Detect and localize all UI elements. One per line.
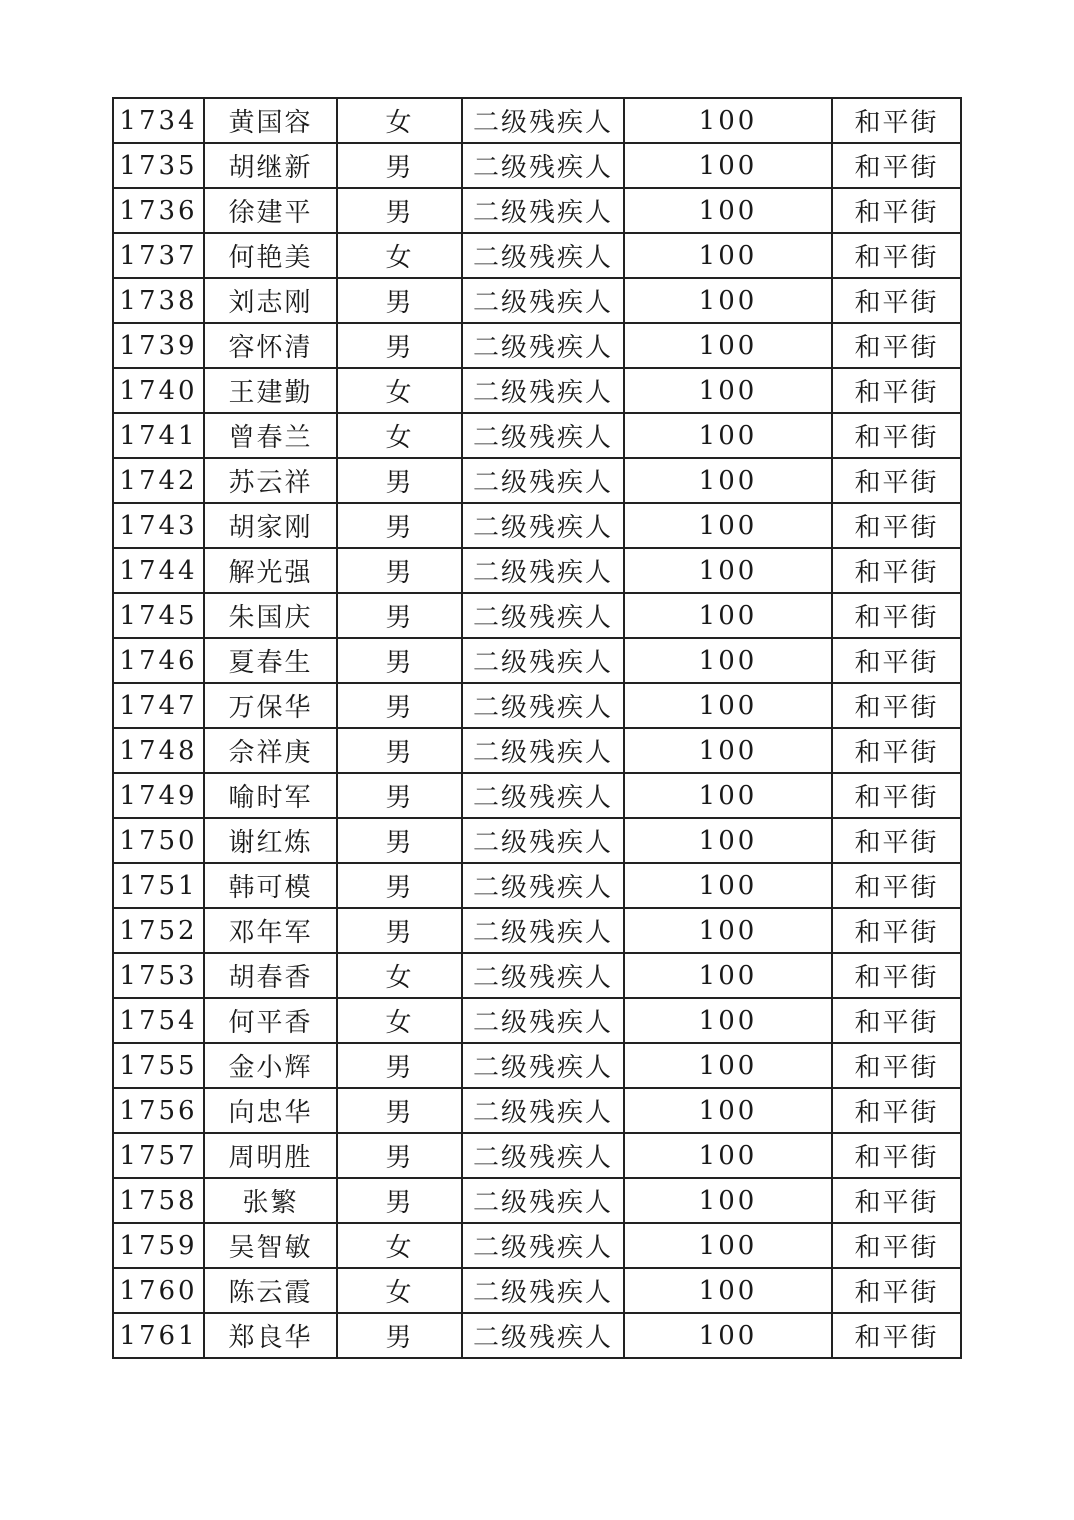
name-cell: 何平香 [204,998,337,1043]
serial-number-cell: 1744 [113,548,204,593]
street-cell: 和平街 [832,1088,961,1133]
amount-cell: 100 [624,818,832,863]
street-cell: 和平街 [832,683,961,728]
category-cell: 二级残疾人 [462,1133,624,1178]
table-row [113,1268,961,1313]
table-row [113,1133,961,1178]
gender-cell: 男 [337,278,462,323]
gender-cell: 男 [337,683,462,728]
table-row [113,593,961,638]
gender-cell: 男 [337,503,462,548]
street-cell: 和平街 [832,98,961,143]
name-cell: 刘志刚 [204,278,337,323]
table-row [113,728,961,773]
category-cell: 二级残疾人 [462,278,624,323]
category-cell: 二级残疾人 [462,1178,624,1223]
gender-cell: 男 [337,143,462,188]
table-row [113,1223,961,1268]
table-row [113,98,961,143]
serial-number-cell: 1735 [113,143,204,188]
name-cell: 郑良华 [204,1313,337,1358]
street-cell: 和平街 [832,1223,961,1268]
name-cell: 黄国容 [204,98,337,143]
table-row [113,278,961,323]
name-cell: 何艳美 [204,233,337,278]
gender-cell: 男 [337,818,462,863]
amount-cell: 100 [624,683,832,728]
gender-cell: 男 [337,593,462,638]
category-cell: 二级残疾人 [462,548,624,593]
category-cell: 二级残疾人 [462,773,624,818]
category-cell: 二级残疾人 [462,638,624,683]
serial-number-cell: 1737 [113,233,204,278]
name-cell: 万保华 [204,683,337,728]
table-row [113,413,961,458]
street-cell: 和平街 [832,278,961,323]
serial-number-cell: 1748 [113,728,204,773]
table-row [113,908,961,953]
amount-cell: 100 [624,233,832,278]
table-row [113,1043,961,1088]
serial-number-cell: 1736 [113,188,204,233]
table-row [113,503,961,548]
name-cell: 喻时军 [204,773,337,818]
category-cell: 二级残疾人 [462,368,624,413]
name-cell: 佘祥庚 [204,728,337,773]
category-cell: 二级残疾人 [462,953,624,998]
name-cell: 胡继新 [204,143,337,188]
name-cell: 朱国庆 [204,593,337,638]
street-cell: 和平街 [832,188,961,233]
name-cell: 夏春生 [204,638,337,683]
table-row [113,1178,961,1223]
gender-cell: 男 [337,1313,462,1358]
street-cell: 和平街 [832,1043,961,1088]
table-row [113,1088,961,1133]
gender-cell: 女 [337,998,462,1043]
name-cell: 苏云祥 [204,458,337,503]
table-row [113,233,961,278]
table-row [113,998,961,1043]
table-row [113,953,961,998]
name-cell: 解光强 [204,548,337,593]
table-row [113,683,961,728]
serial-number-cell: 1759 [113,1223,204,1268]
amount-cell: 100 [624,953,832,998]
gender-cell: 男 [337,863,462,908]
serial-number-cell: 1740 [113,368,204,413]
category-cell: 二级残疾人 [462,683,624,728]
street-cell: 和平街 [832,863,961,908]
category-cell: 二级残疾人 [462,728,624,773]
serial-number-cell: 1742 [113,458,204,503]
table-row [113,368,961,413]
street-cell: 和平街 [832,953,961,998]
category-cell: 二级残疾人 [462,593,624,638]
name-cell: 陈云霞 [204,1268,337,1313]
name-cell: 金小辉 [204,1043,337,1088]
serial-number-cell: 1761 [113,1313,204,1358]
table-row [113,818,961,863]
gender-cell: 男 [337,773,462,818]
amount-cell: 100 [624,1088,832,1133]
street-cell: 和平街 [832,1133,961,1178]
name-cell: 吴智敏 [204,1223,337,1268]
street-cell: 和平街 [832,323,961,368]
serial-number-cell: 1752 [113,908,204,953]
category-cell: 二级残疾人 [462,1088,624,1133]
table-row [113,458,961,503]
serial-number-cell: 1746 [113,638,204,683]
gender-cell: 男 [337,188,462,233]
amount-cell: 100 [624,548,832,593]
serial-number-cell: 1745 [113,593,204,638]
street-cell: 和平街 [832,638,961,683]
category-cell: 二级残疾人 [462,413,624,458]
name-cell: 曾春兰 [204,413,337,458]
amount-cell: 100 [624,998,832,1043]
table-row [113,323,961,368]
amount-cell: 100 [624,638,832,683]
gender-cell: 女 [337,1223,462,1268]
name-cell: 王建勤 [204,368,337,413]
name-cell: 容怀清 [204,323,337,368]
gender-cell: 女 [337,98,462,143]
category-cell: 二级残疾人 [462,323,624,368]
table-row [113,188,961,233]
amount-cell: 100 [624,368,832,413]
gender-cell: 男 [337,1043,462,1088]
category-cell: 二级残疾人 [462,1223,624,1268]
gender-cell: 女 [337,413,462,458]
serial-number-cell: 1753 [113,953,204,998]
category-cell: 二级残疾人 [462,98,624,143]
gender-cell: 男 [337,728,462,773]
name-cell: 向忠华 [204,1088,337,1133]
street-cell: 和平街 [832,143,961,188]
serial-number-cell: 1739 [113,323,204,368]
street-cell: 和平街 [832,458,961,503]
amount-cell: 100 [624,773,832,818]
category-cell: 二级残疾人 [462,233,624,278]
category-cell: 二级残疾人 [462,1043,624,1088]
gender-cell: 男 [337,458,462,503]
amount-cell: 100 [624,143,832,188]
category-cell: 二级残疾人 [462,998,624,1043]
table-row [113,773,961,818]
serial-number-cell: 1756 [113,1088,204,1133]
street-cell: 和平街 [832,908,961,953]
amount-cell: 100 [624,98,832,143]
serial-number-cell: 1751 [113,863,204,908]
street-cell: 和平街 [832,503,961,548]
amount-cell: 100 [624,503,832,548]
serial-number-cell: 1749 [113,773,204,818]
street-cell: 和平街 [832,818,961,863]
gender-cell: 男 [337,1178,462,1223]
gender-cell: 男 [337,548,462,593]
gender-cell: 女 [337,368,462,413]
street-cell: 和平街 [832,1178,961,1223]
name-cell: 徐建平 [204,188,337,233]
serial-number-cell: 1747 [113,683,204,728]
gender-cell: 男 [337,1088,462,1133]
name-cell: 谢红炼 [204,818,337,863]
gender-cell: 男 [337,1133,462,1178]
serial-number-cell: 1757 [113,1133,204,1178]
gender-cell: 男 [337,323,462,368]
name-cell: 周明胜 [204,1133,337,1178]
table-row [113,143,961,188]
serial-number-cell: 1755 [113,1043,204,1088]
amount-cell: 100 [624,1223,832,1268]
category-cell: 二级残疾人 [462,1268,624,1313]
amount-cell: 100 [624,458,832,503]
category-cell: 二级残疾人 [462,503,624,548]
roster-table [112,97,962,1359]
amount-cell: 100 [624,188,832,233]
table-row [113,863,961,908]
category-cell: 二级残疾人 [462,1313,624,1358]
name-cell: 胡春香 [204,953,337,998]
street-cell: 和平街 [832,773,961,818]
name-cell: 邓年军 [204,908,337,953]
amount-cell: 100 [624,593,832,638]
street-cell: 和平街 [832,1313,961,1358]
street-cell: 和平街 [832,593,961,638]
amount-cell: 100 [624,728,832,773]
amount-cell: 100 [624,278,832,323]
amount-cell: 100 [624,1043,832,1088]
street-cell: 和平街 [832,233,961,278]
gender-cell: 女 [337,1268,462,1313]
category-cell: 二级残疾人 [462,818,624,863]
street-cell: 和平街 [832,368,961,413]
gender-cell: 女 [337,233,462,278]
amount-cell: 100 [624,863,832,908]
street-cell: 和平街 [832,728,961,773]
gender-cell: 男 [337,908,462,953]
amount-cell: 100 [624,1268,832,1313]
street-cell: 和平街 [832,1268,961,1313]
category-cell: 二级残疾人 [462,143,624,188]
roster-table-body [113,98,961,1358]
amount-cell: 100 [624,1313,832,1358]
street-cell: 和平街 [832,413,961,458]
table-row [113,548,961,593]
serial-number-cell: 1758 [113,1178,204,1223]
serial-number-cell: 1741 [113,413,204,458]
amount-cell: 100 [624,1133,832,1178]
street-cell: 和平街 [832,998,961,1043]
category-cell: 二级残疾人 [462,188,624,233]
category-cell: 二级残疾人 [462,908,624,953]
name-cell: 韩可模 [204,863,337,908]
name-cell: 张繁 [204,1178,337,1223]
table-row [113,1313,961,1358]
amount-cell: 100 [624,323,832,368]
table-row [113,638,961,683]
serial-number-cell: 1734 [113,98,204,143]
serial-number-cell: 1738 [113,278,204,323]
amount-cell: 100 [624,908,832,953]
gender-cell: 男 [337,638,462,683]
serial-number-cell: 1750 [113,818,204,863]
amount-cell: 100 [624,413,832,458]
name-cell: 胡家刚 [204,503,337,548]
serial-number-cell: 1743 [113,503,204,548]
serial-number-cell: 1760 [113,1268,204,1313]
category-cell: 二级残疾人 [462,863,624,908]
amount-cell: 100 [624,1178,832,1223]
serial-number-cell: 1754 [113,998,204,1043]
category-cell: 二级残疾人 [462,458,624,503]
gender-cell: 女 [337,953,462,998]
street-cell: 和平街 [832,548,961,593]
